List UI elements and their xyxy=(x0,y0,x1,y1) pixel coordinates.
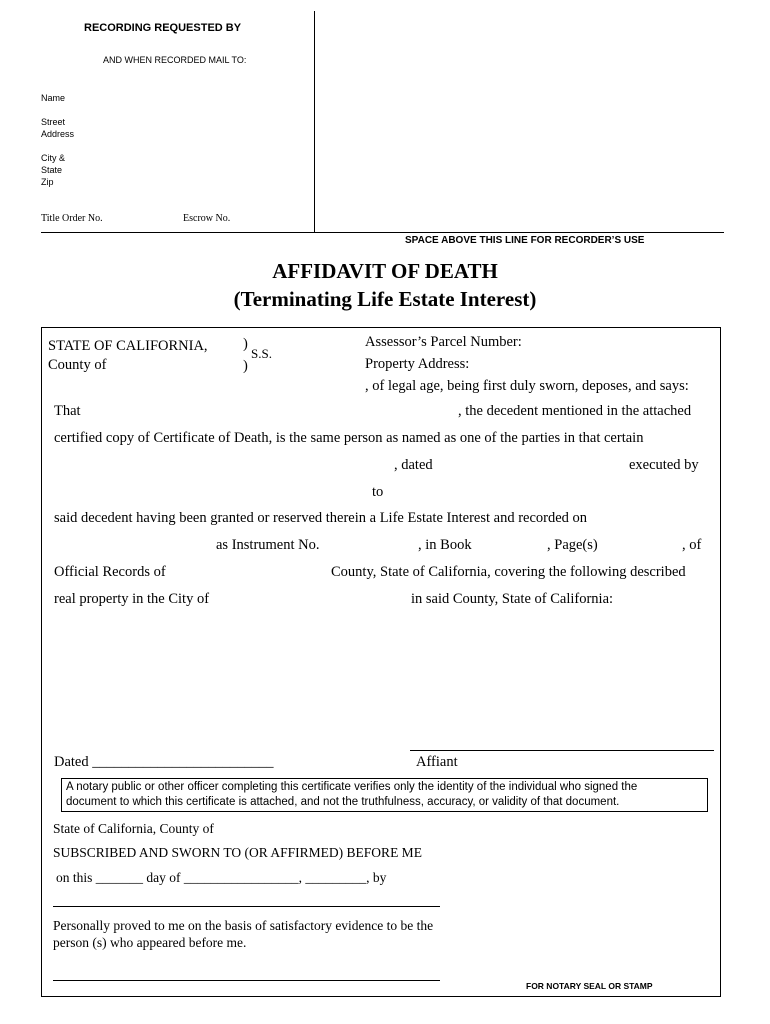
document-title: AFFIDAVIT OF DEATH xyxy=(272,259,498,283)
state-label: State xyxy=(41,165,63,175)
deposes-text: , of legal age, being first duly sworn, deposes, and says: xyxy=(365,378,689,394)
city-label: City & xyxy=(41,153,66,163)
executed-by-text: executed by xyxy=(629,457,699,473)
parcel-number-label: Assessor’s Parcel Number: xyxy=(365,334,522,350)
title-order-label: Title Order No. xyxy=(41,213,103,224)
in-book-text: , in Book xyxy=(418,537,472,553)
granted-text: said decedent having been granted or reserved therein a Life Estate Interest and recorded on xyxy=(54,510,588,526)
signer-name-line xyxy=(53,906,440,907)
certified-text: certified copy of Certificate of Death, is the same person as named as one of the parties in that certain xyxy=(54,430,644,446)
of-text: , of xyxy=(682,537,702,553)
notary-signature-line xyxy=(53,980,440,981)
recorder-line xyxy=(41,232,724,233)
zip-label: Zip xyxy=(41,177,54,187)
real-property-text: real property in the City of xyxy=(54,591,210,607)
decedent-text: , the decedent mentioned in the attached xyxy=(458,403,692,419)
dated-text: , dated xyxy=(394,457,433,473)
on-this-text: on this _______ day of _________________, _________, by xyxy=(56,870,387,885)
proved-text-line1: Personally proved to me on the basis of satisfactory evidence to be the xyxy=(53,918,434,933)
venue-county: County of xyxy=(48,357,107,373)
escrow-label: Escrow No. xyxy=(183,213,231,224)
recording-requested-heading: RECORDING REQUESTED BY xyxy=(84,22,242,34)
pages-text: , Page(s) xyxy=(547,537,598,553)
county-state-text: County, State of California, covering the following described xyxy=(331,564,686,580)
address-label: Address xyxy=(41,129,75,139)
street-label: Street xyxy=(41,117,66,127)
document-subtitle: (Terminating Life Estate Interest) xyxy=(233,287,537,311)
proved-text-line2: person (s) who appeared before me. xyxy=(53,935,247,950)
venue-paren-bottom: ) xyxy=(243,358,248,374)
notary-state-county: State of California, County of xyxy=(53,821,214,836)
instrument-text: as Instrument No. xyxy=(216,537,320,553)
name-label: Name xyxy=(41,93,66,103)
notary-notice-line2: document to which this certificate is attached, and not the truthfulness, accuracy, or validity of that document. xyxy=(66,796,620,808)
notary-seal-label: FOR NOTARY SEAL OR STAMP xyxy=(526,981,653,991)
venue-paren-top: ) xyxy=(243,336,248,352)
recorder-use-label: SPACE ABOVE THIS LINE FOR RECORDER’S USE xyxy=(405,235,645,246)
venue-ss: S.S. xyxy=(251,346,272,361)
header-divider xyxy=(314,11,315,233)
notary-notice-line1: A notary public or other officer completing this certificate verifies only the identity of the individual who signed the xyxy=(66,781,638,793)
affiant-label: Affiant xyxy=(416,754,458,770)
dated-signature-line: Dated _________________________ xyxy=(54,754,274,770)
to-text: to xyxy=(372,484,384,500)
official-records-text: Official Records of xyxy=(54,564,166,580)
in-said-county-text: in said County, State of California: xyxy=(411,591,614,607)
subscribed-text: SUBSCRIBED AND SWORN TO (OR AFFIRMED) BEFORE ME xyxy=(53,845,422,860)
venue-state: STATE OF CALIFORNIA, xyxy=(48,338,208,354)
that-text: That xyxy=(54,403,81,419)
property-address-label: Property Address: xyxy=(365,356,470,372)
affidavit-box xyxy=(41,327,721,997)
mail-to-label: AND WHEN RECORDED MAIL TO: xyxy=(103,55,247,65)
affiant-signature-line xyxy=(410,750,714,751)
